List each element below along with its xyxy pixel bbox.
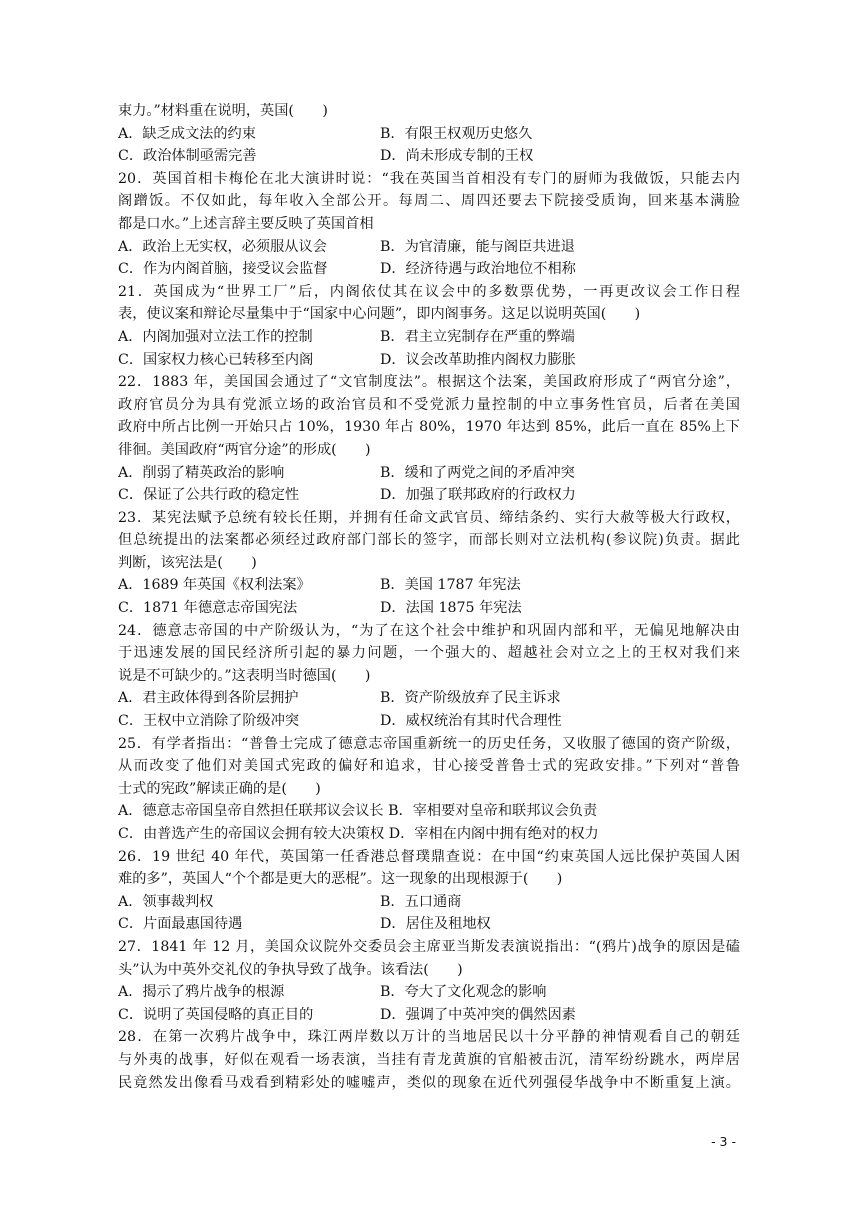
option: D．威权统治有其时代合理性	[380, 713, 562, 730]
option: C．1871 年德意志帝国宪法	[118, 600, 298, 617]
question-stem-line: 27．1841 年 12 月，美国众议院外交委员会主席亚当斯发表演说指出：“(鸦片)战争的原因是磕	[118, 938, 740, 955]
option: C．王权中立消除了阶级冲突	[118, 713, 300, 730]
option: C．保证了公共行政的稳定性	[118, 487, 300, 504]
question-stem-line: 束力。”材料重在说明，英国( )	[118, 103, 328, 119]
question-stem-line: 28．在第一次鸦片战争中，珠江两岸数以万计的当地居民以十分平静的神情观看自己的朝廷	[118, 1029, 740, 1046]
option-row	[118, 891, 740, 914]
option: C．由普选产生的帝国议会拥有较大决策权 D．宰相在内阁中拥有绝对的权力	[118, 826, 599, 842]
option-row	[118, 1004, 740, 1027]
option: A．削弱了精英政治的影响	[118, 464, 285, 481]
option: D．经济待遇与政治地位不相称	[380, 261, 576, 278]
option: B．美国 1787 年宪法	[380, 577, 521, 594]
question-stem-line: 阁蹭饭。不仅如此，每年收入全部公开。每周二、周四还要去下院接受质询，回来基本满脸	[118, 193, 740, 210]
question-stem-line: 难的多”，英国人“个个都是更大的恶棍”。这一现象的出现根源于( )	[118, 871, 563, 888]
option-row	[118, 326, 740, 349]
option: C．作为内阁首脑，接受议会监督	[118, 261, 328, 278]
option-row	[118, 710, 740, 733]
option: B．为官清廉，能与阁臣共进退	[380, 238, 575, 255]
option: D．议会改革助推内阁权力膨胀	[380, 351, 576, 368]
question-stem-line: 25．有学者指出：“普鲁士完成了德意志帝国重新统一的历史任务，又收服了德国的资产阶级，	[118, 735, 740, 752]
question-stem-line: 士式的宪政”解读正确的是( )	[118, 780, 321, 797]
question-stem-line: 20．英国首相卡梅伦在北大演讲时说：“我在英国当首相没有专门的厨师为我做饭，只能去内	[118, 170, 740, 187]
option-row	[118, 123, 740, 146]
question-stem-line: 22．1883 年，美国国会通过了“文官制度法”。根据这个法案，美国政府形成了“两官分途”，	[118, 374, 740, 391]
option: D．法国 1875 年宪法	[380, 600, 522, 617]
question-stem-line: 21．英国成为“世界工厂”后，内阁依仗其在议会中的多数票优势，一再更改议会工作日程	[118, 283, 740, 300]
question-stem-line: 判断，该宪法是( )	[118, 554, 257, 571]
option-row	[118, 981, 740, 1004]
option-row	[118, 236, 740, 259]
exam-page	[118, 100, 740, 1094]
question-stem-line: 于迅速发展的国民经济所引起的暴力问题，一个强大的、超越社会对立之上的王权对我们来	[118, 645, 740, 662]
option-row	[118, 462, 740, 485]
option: A．领事裁判权	[118, 893, 214, 910]
option: A．内阁加强对立法工作的控制	[118, 328, 313, 345]
question-stem-line: 26．19 世纪 40 年代，英国第一任香港总督璞鼎查说：在中国“约束英国人远比保护英国人困	[118, 848, 740, 865]
option-row	[118, 800, 740, 823]
option-row	[118, 349, 740, 372]
option: A．揭示了鸦片战争的根源	[118, 984, 285, 1001]
option-row	[118, 574, 740, 597]
question-stem-line: 但总统提出的法案都必须经过政府部门部长的签字，而部长则对立法机构(参议院)负责。据此	[118, 532, 740, 549]
option: B．资产阶级放弃了民主诉求	[380, 690, 561, 707]
option: C．片面最惠国待遇	[118, 916, 243, 933]
option: D．加强了联邦政府的行政权力	[380, 487, 576, 504]
option: D．尚未形成专制的王权	[380, 148, 534, 165]
option: C．政治体制亟需完善	[118, 148, 257, 165]
option: A．德意志帝国皇帝自然担任联邦议会议长 B．宰相要对皇帝和联邦议会负责	[118, 803, 598, 820]
question-stem-line: 从而改变了他们对美国式宪政的偏好和追求，甘心接受普鲁士式的宪政安排。”下列对“普鲁	[118, 758, 740, 775]
option-row	[118, 687, 740, 710]
question-stem-line: 说是不可缺少的。”这表明当时德国( )	[118, 667, 371, 684]
option: B．有限王权观历史悠久	[380, 125, 533, 142]
question-stem-line: 23．某宪法赋予总统有较长任期，并拥有任命文武官员、缔结条约、实行大赦等极大行政权，	[118, 509, 740, 526]
option: B．夸大了文化观念的影响	[380, 984, 547, 1001]
option: A．政治上无实权，必须服从议会	[118, 238, 327, 255]
option: A．缺乏成文法的约束	[118, 125, 256, 142]
option: D．居住及租地权	[380, 916, 491, 933]
question-stem-line: 都是口水。”上述言辞主要反映了英国首相	[118, 215, 374, 232]
option: B．五口通商	[380, 893, 462, 910]
option-row	[118, 484, 740, 507]
question-stem-line: 民竟然发出像看马戏看到精彩处的嘘嘘声，类似的现象在近代列强侵华战争中不断重复上演。	[118, 1074, 740, 1091]
option-row	[118, 913, 740, 936]
option-row	[118, 258, 740, 281]
question-stem-line: 政府官员分为具有党派立场的政治官员和不受党派力量控制的中立事务性官员，后者在美国	[118, 396, 740, 413]
question-stem-line: 政府中所占比例一开始只占 10%，1930 年占 80%，1970 年达到 85%，此后一直在 85%上下	[118, 419, 740, 436]
page-number: - 3 -	[711, 1134, 736, 1149]
option-row	[118, 597, 740, 620]
question-stem-line: 徘徊。美国政府“两官分途”的形成( )	[118, 441, 371, 458]
question-stem-line: 24．德意志帝国的中产阶级认为，“为了在这个社会中维护和巩固内部和平，无偏见地解决由	[118, 622, 740, 639]
option: B．君主立宪制存在严重的弊端	[380, 328, 575, 345]
option: C．说明了英国侵略的真正目的	[118, 1006, 314, 1023]
option-row	[118, 145, 740, 168]
question-stem-line: 与外夷的战事，好似在观看一场表演，当挂有青龙黄旗的官船被击沉，清军纷纷跳水，两岸居	[118, 1051, 740, 1068]
option: A．君主政体得到各阶层拥护	[118, 690, 299, 707]
option: A．1689 年英国《权利法案》	[118, 577, 311, 594]
option: C．国家权力核心已转移至内阁	[118, 351, 314, 368]
option-row	[118, 823, 740, 846]
question-stem-line: 头”认为中英外交礼仪的争执导致了战争。该看法( )	[118, 961, 463, 978]
question-stem-line: 表，使议案和辩论尽量集中于“国家中心问题”，即内阁事务。这足以说明英国( )	[118, 306, 641, 323]
option: B．缓和了两党之间的矛盾冲突	[380, 464, 575, 481]
option: D．强调了中英冲突的偶然因素	[380, 1006, 576, 1023]
